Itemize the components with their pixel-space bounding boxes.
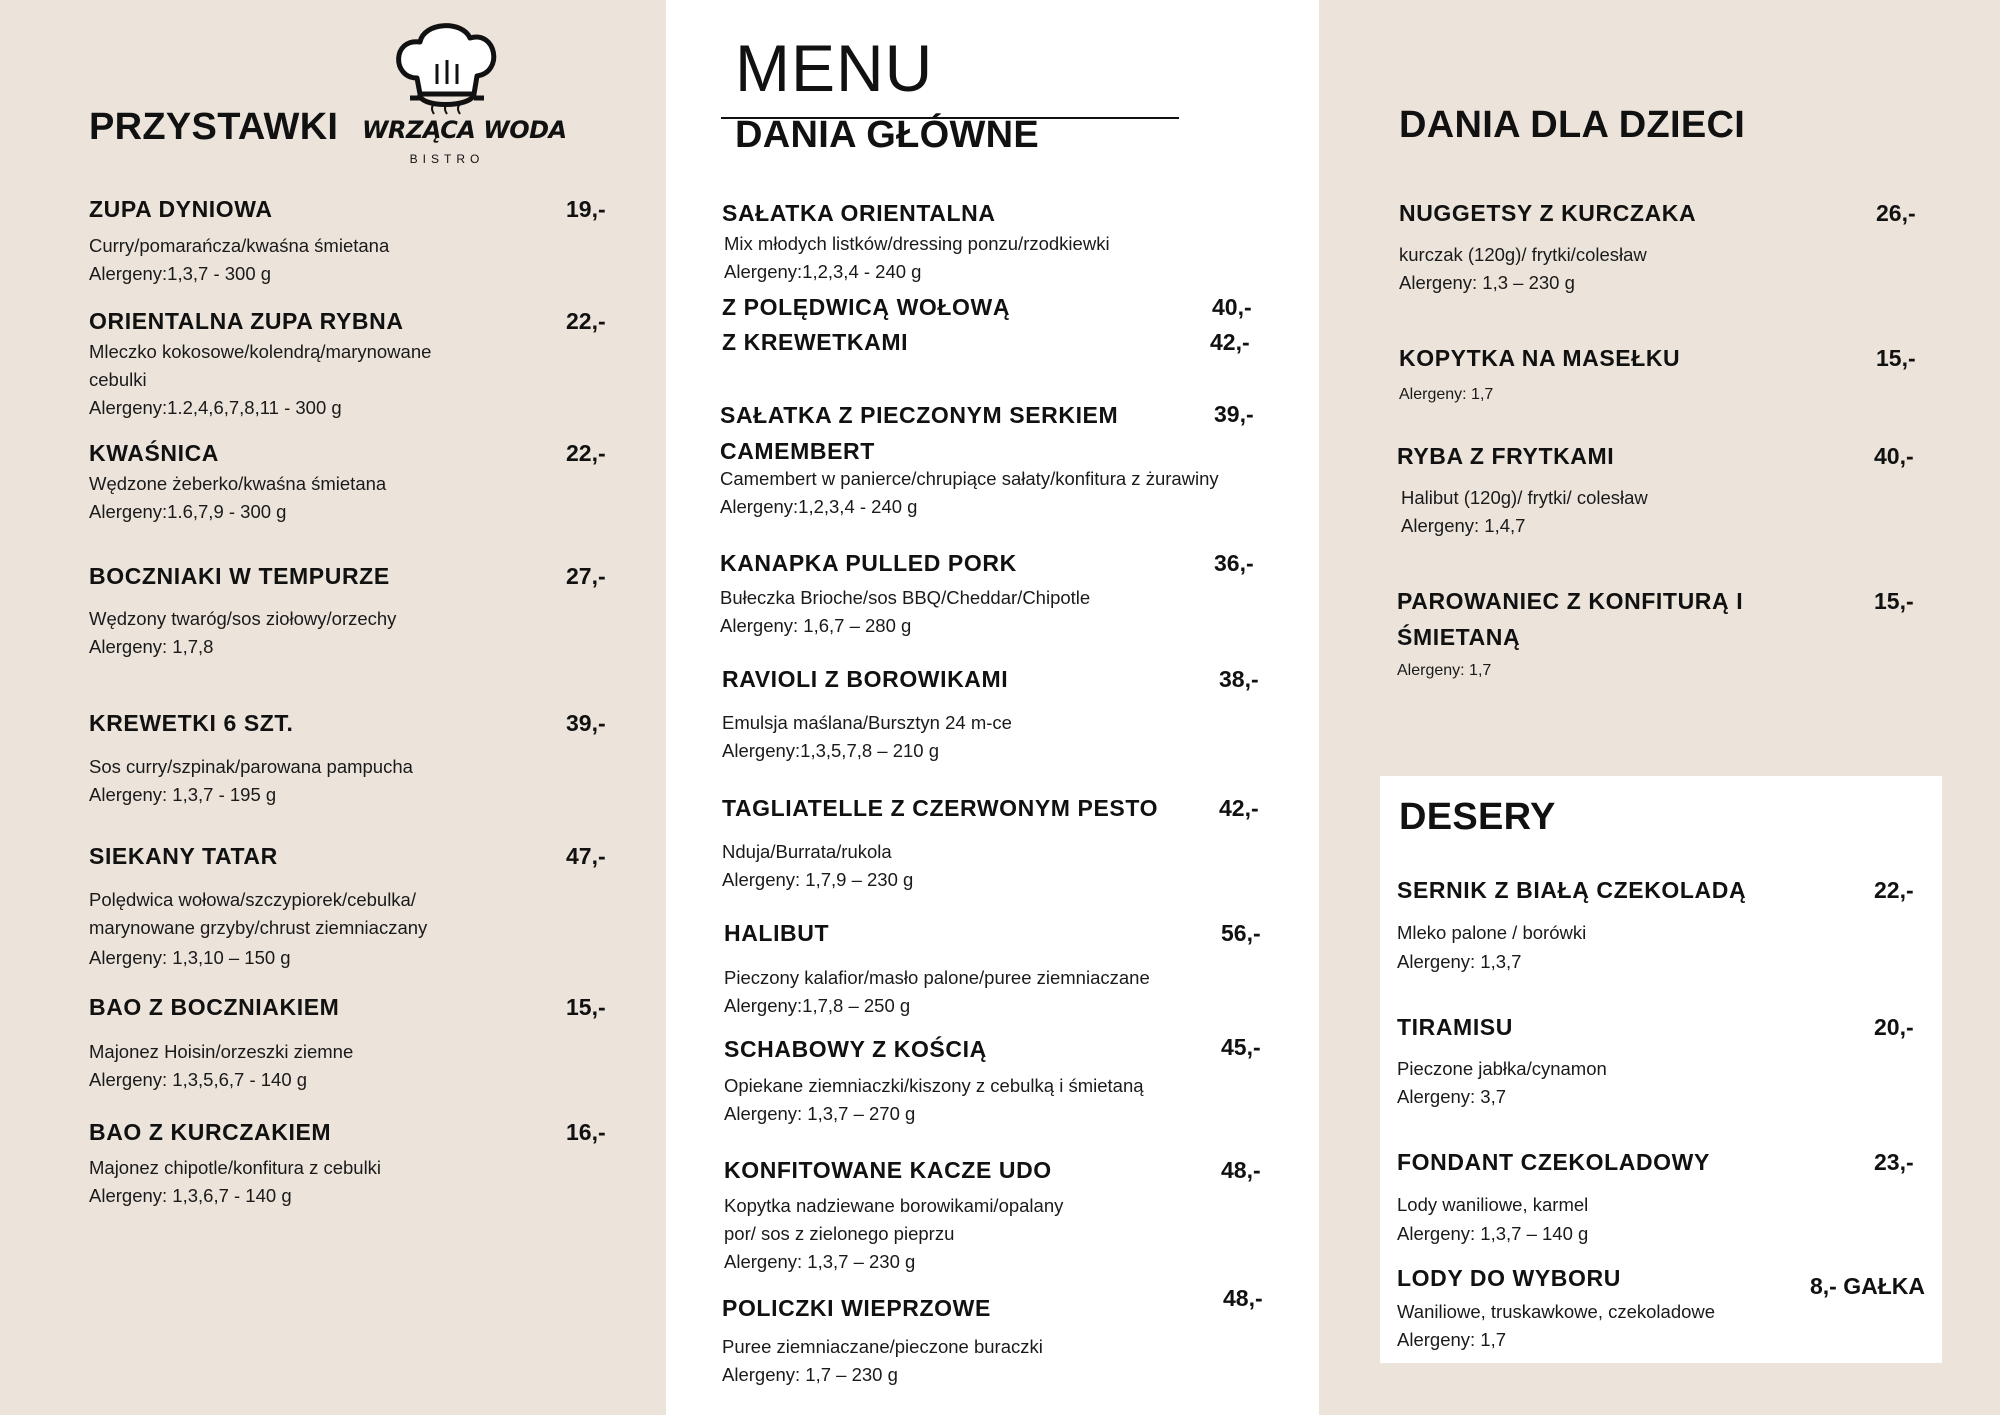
dish-desc: por/ sos z zielonego pieprzu [724,1223,955,1244]
dish-name: ZUPA DYNIOWA [89,196,273,222]
dish-desc: Wędzony twaróg/sos ziołowy/orzechy [89,608,397,629]
section-title-desery: DESERY [1399,796,1556,838]
dish-allergens: Alergeny: 1,4,7 [1401,515,1526,536]
dish-allergens: Alergeny: 1,3,7 – 270 g [724,1103,916,1124]
dish-price: 22,- [566,440,606,466]
section-title-przystawki: PRZYSTAWKI [89,106,339,148]
dish-name: KOPYTKA NA MASEŁKU [1399,345,1681,371]
dish-desc: Mleczko kokosowe/kolendrą/marynowane [89,341,432,362]
dish-name: FONDANT CZEKOLADOWY [1397,1149,1710,1175]
dish-allergens: Alergeny: 1,7 – 230 g [722,1364,898,1385]
dish-allergens: Alergeny: 3,7 [1397,1086,1507,1107]
dish-price: 42,- [1210,329,1250,355]
dish-allergens: Alergeny: 1,3,5,6,7 - 140 g [89,1069,308,1090]
menu-title: MENU [735,31,934,105]
dish-desc: Camembert w panierce/chrupiące sałaty/konfitura z żurawiny [720,468,1219,489]
dish-name: KANAPKA PULLED PORK [720,550,1017,576]
section-title-dania-dla-dzieci: DANIA DLA DZIECI [1399,104,1746,146]
dish-name: RYBA Z FRYTKAMI [1397,443,1615,469]
dish-desc: Majonez chipotle/konfitura z cebulki [89,1157,382,1178]
dish-allergens: Alergeny:1.6,7,9 - 300 g [89,501,287,522]
dish-name: KONFITOWANE KACZE UDO [724,1157,1052,1183]
dish-desc: Sos curry/szpinak/parowana pampucha [89,756,413,777]
dish-desc: Halibut (120g)/ frytki/ colesław [1401,487,1648,508]
dish-name: BAO Z KURCZAKIEM [89,1119,332,1145]
dish-allergens: Alergeny: 1,3,6,7 - 140 g [89,1185,292,1206]
dish-name: NUGGETSY Z KURCZAKA [1399,200,1697,226]
dish-desc: Bułeczka Brioche/sos BBQ/Cheddar/Chipotle [720,587,1091,608]
dish-allergens: Alergeny: 1,3,7 [1397,951,1522,972]
dish-name: RAVIOLI Z BOROWIKAMI [722,666,1009,692]
dish-desc: Waniliowe, truskawkowe, czekoladowe [1397,1301,1716,1322]
dish-price: 39,- [566,710,606,736]
dish-desc: Kopytka nadziewane borowikami/opalany [724,1195,1064,1216]
dish-price: 40,- [1874,443,1914,469]
dish-name: BOCZNIAKI W TEMPURZE [89,563,390,589]
dish-name: KREWETKI 6 SZT. [89,710,294,736]
dish-desc: Lody waniliowe, karmel [1397,1194,1589,1215]
dish-allergens: Alergeny: 1,7,9 – 230 g [722,869,914,890]
dish-name-line2: ŚMIETANĄ [1397,624,1521,650]
dish-name: PAROWANIEC Z KONFITURĄ I [1397,588,1744,614]
dish-price: 15,- [1874,588,1914,614]
dish-name-line2: CAMEMBERT [720,438,875,464]
dish-allergens: Alergeny: 1,3,10 – 150 g [89,947,291,968]
dish-allergens: Alergeny: 1,7 [1397,662,1492,679]
section-title-dania-glowne: DANIA GŁÓWNE [735,114,1040,156]
dish-allergens: Alergeny: 1,3 – 230 g [1399,272,1575,293]
dish-desc: Puree ziemniaczane/pieczone buraczki [722,1336,1043,1357]
dish-price: 48,- [1221,1157,1261,1183]
dish-price: 15,- [566,994,606,1020]
dish-allergens: Alergeny: 1,7 [1397,1329,1507,1350]
dish-price: 15,- [1876,345,1916,371]
dish-name: SAŁATKA Z PIECZONYM SERKIEM [720,402,1119,428]
dish-name: KWAŚNICA [89,440,220,466]
dish-allergens: Alergeny: 1,6,7 – 280 g [720,615,912,636]
dish-allergens: Alergeny: 1,3,7 – 140 g [1397,1223,1589,1244]
dish-desc: cebulki [89,369,147,390]
dish-price: 8,- GAŁKA [1810,1273,1925,1299]
dish-allergens: Alergeny:1,2,3,4 - 240 g [724,261,922,282]
dish-name: SAŁATKA ORIENTALNA [722,200,996,226]
dish-name: LODY DO WYBORU [1397,1265,1621,1291]
dish-price: 20,- [1874,1014,1914,1040]
dish-price: 48,- [1223,1285,1263,1311]
dish-desc: Wędzone żeberko/kwaśna śmietana [89,473,387,494]
dish-name: POLICZKI WIEPRZOWE [722,1295,991,1321]
dish-variant-name: Z POLĘDWICĄ WOŁOWĄ [722,294,1011,320]
dish-price: 22,- [566,308,606,334]
dish-price: 26,- [1876,200,1916,226]
dish-desc: Pieczone jabłka/cynamon [1397,1058,1607,1079]
dish-price: 38,- [1219,666,1259,692]
dish-allergens: Alergeny: 1,7,8 [89,636,214,657]
dish-allergens: Alergeny:1,3,5,7,8 – 210 g [722,740,940,761]
logo-brand-text: WRZĄCA WODA [362,116,567,144]
dish-allergens: Alergeny: 1,3,7 - 195 g [89,784,277,805]
dish-price: 40,- [1212,294,1252,320]
dish-desc: Mix młodych listków/dressing ponzu/rzodkiewki [724,233,1110,254]
dish-desc: Majonez Hoisin/orzeszki ziemne [89,1041,354,1062]
dish-price: 47,- [566,843,606,869]
dish-price: 27,- [566,563,606,589]
dish-desc: Curry/pomarańcza/kwaśna śmietana [89,235,390,256]
dish-name: TAGLIATELLE Z CZERWONYM PESTO [722,795,1159,821]
dish-price: 16,- [566,1119,606,1145]
dish-price: 19,- [566,196,606,222]
dish-desc: Pieczony kalafior/masło palone/puree ziemniaczane [724,967,1150,988]
dish-price: 42,- [1219,795,1259,821]
dish-allergens: Alergeny:1.2,4,6,7,8,11 - 300 g [89,397,342,418]
dish-allergens: Alergeny: 1,7 [1399,386,1494,403]
dish-desc: Emulsja maślana/Bursztyn 24 m-ce [722,712,1012,733]
dish-price: 36,- [1214,550,1254,576]
logo-sub-text: BISTRO [409,152,485,166]
dish-allergens: Alergeny:1,3,7 - 300 g [89,263,272,284]
dish-desc: marynowane grzyby/chrust ziemniaczany [89,917,428,938]
dish-allergens: Alergeny:1,7,8 – 250 g [724,995,911,1016]
dish-name: SERNIK Z BIAŁĄ CZEKOLADĄ [1397,877,1747,903]
dish-desc: Nduja/Burrata/rukola [722,841,892,862]
dish-desc: kurczak (120g)/ frytki/colesław [1399,244,1647,265]
dish-desc: Polędwica wołowa/szczypiorek/cebulka/ [89,889,416,910]
dish-desc: Mleko palone / borówki [1397,922,1587,943]
dish-price: 45,- [1221,1034,1261,1060]
dish-variant-name: Z KREWETKAMI [722,329,909,355]
dish-name: ORIENTALNA ZUPA RYBNA [89,308,404,334]
dish-price: 22,- [1874,877,1914,903]
dish-name: SCHABOWY Z KOŚCIĄ [724,1036,987,1062]
dish-price: 39,- [1214,401,1254,427]
dish-price: 23,- [1874,1149,1914,1175]
dish-allergens: Alergeny: 1,3,7 – 230 g [724,1251,916,1272]
dish-desc: Opiekane ziemniaczki/kiszony z cebulką i śmietaną [724,1075,1144,1096]
dish-price: 56,- [1221,920,1261,946]
dish-name: BAO Z BOCZNIAKIEM [89,994,340,1020]
bistro-logo [362,16,567,176]
dish-name: TIRAMISU [1397,1014,1513,1040]
dish-name: SIEKANY TATAR [89,843,278,869]
dish-allergens: Alergeny:1,2,3,4 - 240 g [720,496,918,517]
dish-name: HALIBUT [724,920,830,946]
